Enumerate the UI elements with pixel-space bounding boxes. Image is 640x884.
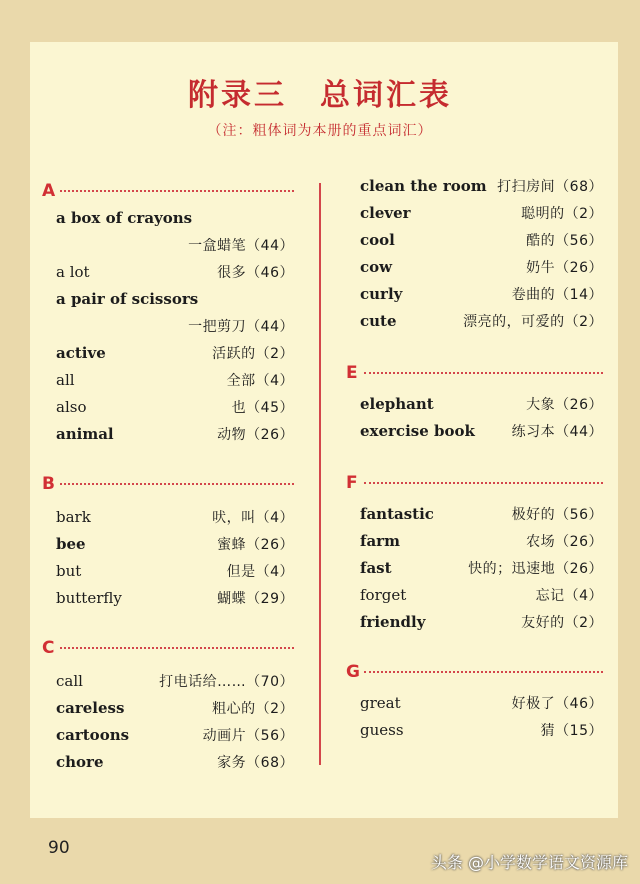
entry-word: cute [360, 311, 397, 330]
vocab-entry [42, 667, 294, 694]
vocab-entry [42, 339, 294, 366]
vocab-entry [42, 366, 294, 393]
entry-word: careless [56, 698, 125, 717]
entry-meaning: 好极了（46） [511, 695, 603, 712]
entry-meaning: 漂亮的，可爱的（2） [463, 313, 603, 330]
title-note: （注：粗体词为本册的重点词汇） [207, 123, 433, 139]
entry-meaning: 快的；迅速地（26） [468, 560, 603, 577]
vocab-entry [42, 694, 294, 721]
entry-meaning: 也（45） [231, 399, 294, 416]
entry-meaning: 一盒蜡笔（44） [188, 237, 294, 254]
entry-word: cartoons [56, 725, 130, 744]
entry-meaning: 猜（15） [540, 722, 603, 739]
entry-word: forget [360, 585, 407, 604]
entry-word: cool [360, 230, 395, 249]
entry-word: fantastic [360, 504, 434, 523]
entry-meaning: 大象（26） [526, 396, 603, 413]
vocab-entry [42, 204, 294, 231]
entry-word: but [56, 561, 82, 580]
vocab-entry [42, 258, 294, 285]
vocab-entry [42, 285, 294, 312]
entry-meaning: 很多（46） [217, 264, 294, 281]
entry-meaning: 但是（4） [226, 563, 294, 580]
column-divider [319, 183, 321, 765]
entry-word: elephant [360, 394, 434, 413]
vocab-entry [346, 307, 603, 334]
entry-word: curly [360, 284, 403, 303]
entry-word: great [360, 693, 401, 712]
entry-word: clever [360, 203, 411, 222]
section-header-g [346, 659, 603, 685]
entry-word: fast [360, 558, 392, 577]
entry-meaning: 粗心的（2） [212, 700, 294, 717]
section-letter: F [346, 473, 358, 493]
entry-meaning: 蝴蝶（29） [217, 590, 294, 607]
entry-meaning: 友好的（2） [521, 614, 603, 631]
vocab-entry [42, 393, 294, 420]
dotted-rule [364, 482, 603, 484]
section-header-e [346, 360, 603, 386]
entry-meaning: 卷曲的（14） [511, 286, 603, 303]
entry-meaning: 奶牛（26） [526, 259, 603, 276]
entry-word: exercise book [360, 421, 475, 440]
section-header-a [42, 178, 294, 204]
vocab-entry [346, 581, 603, 608]
dotted-rule [60, 190, 294, 192]
entry-word: animal [56, 424, 114, 443]
entry-meaning: 打电话给……（70） [159, 673, 294, 690]
entry-word: clean the room [360, 176, 487, 195]
entry-word: all [56, 370, 75, 389]
right-column [346, 172, 603, 743]
page-title: 附录三 总词汇表 [188, 78, 452, 113]
dotted-rule [364, 372, 603, 374]
entry-word: butterfly [56, 588, 122, 607]
vocab-entry [346, 253, 603, 280]
vocab-entry [42, 530, 294, 557]
dotted-rule [364, 671, 603, 673]
entry-word: bee [56, 534, 86, 553]
vocab-entry [346, 716, 603, 743]
entry-meaning: 动画片（56） [202, 727, 294, 744]
section-letter: G [346, 662, 360, 682]
section-letter: E [346, 363, 358, 383]
entry-meaning: 动物（26） [217, 426, 294, 443]
entry-meaning: 活跃的（2） [212, 345, 294, 362]
entry-meaning: 练习本（44） [511, 423, 603, 440]
entry-word: farm [360, 531, 400, 550]
entry-word: a lot [56, 262, 90, 281]
entry-meaning: 忘记（4） [535, 587, 603, 604]
vocab-entry [346, 172, 603, 199]
entry-word: bark [56, 507, 91, 526]
entry-meaning: 吠，叫（4） [212, 509, 294, 526]
vocab-entry [42, 312, 294, 339]
entry-meaning: 一把剪刀（44） [188, 318, 294, 335]
dotted-rule [60, 647, 294, 649]
entry-word: friendly [360, 612, 426, 631]
section-header-f [346, 470, 603, 496]
watermark: 头条 @小学数学语文资源库 [430, 853, 628, 872]
entry-meaning: 聪明的（2） [521, 205, 603, 222]
vocab-entry [346, 226, 603, 253]
vocab-entry [42, 503, 294, 530]
page-number: 90 [48, 838, 70, 858]
entry-meaning: 家务（68） [217, 754, 294, 771]
vocab-entry [42, 721, 294, 748]
entry-word: a box of crayons [56, 208, 193, 227]
section-letter: B [42, 474, 55, 494]
entry-meaning: 打扫房间（68） [497, 178, 603, 195]
entry-word: cow [360, 257, 393, 276]
section-letter: C [42, 638, 55, 658]
entry-word: call [56, 671, 83, 690]
vocab-entry [42, 557, 294, 584]
entry-word: guess [360, 720, 404, 739]
entry-word: a pair of scissors [56, 289, 199, 308]
vocab-entry [42, 584, 294, 611]
entry-meaning: 酷的（56） [526, 232, 603, 249]
entry-meaning: 蜜蜂（26） [217, 536, 294, 553]
section-letter: A [42, 181, 56, 201]
entry-meaning: 农场（26） [526, 533, 603, 550]
section-header-c [42, 635, 294, 661]
vocab-entry [346, 390, 603, 417]
dotted-rule [60, 483, 294, 485]
vocab-entry [346, 500, 603, 527]
entry-word: active [56, 343, 106, 362]
vocab-entry [42, 231, 294, 258]
vocab-entry [346, 554, 603, 581]
entry-meaning: 全部（4） [226, 372, 294, 389]
entry-word: chore [56, 752, 104, 771]
vocab-entry [346, 527, 603, 554]
entry-meaning: 极好的（56） [511, 506, 603, 523]
vocab-entry [346, 199, 603, 226]
vocab-entry [346, 280, 603, 307]
vocab-entry [346, 608, 603, 635]
left-column [42, 178, 294, 775]
vocab-entry [42, 748, 294, 775]
section-header-b [42, 471, 294, 497]
entry-word: also [56, 397, 87, 416]
vocab-entry [42, 420, 294, 447]
vocab-entry [346, 417, 603, 444]
vocab-entry [346, 689, 603, 716]
